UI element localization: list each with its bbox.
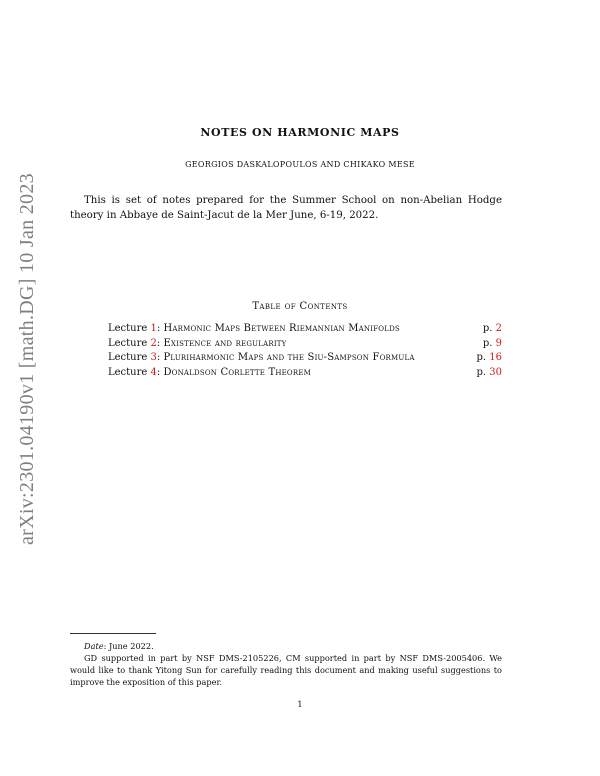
toc-lecture-title: Existence and regularity: [163, 337, 287, 349]
paper-authors: GEORGIOS DASKALOPOULOS AND CHIKAKO MESE: [185, 160, 415, 169]
abstract-text: This is set of notes prepared for the Summer School on non-Abelian Hodge theory in Abbaye de Saint-Jacut de la Mer June, 6-19, 2022.: [70, 195, 502, 221]
toc-lecture-prefix: Lecture: [108, 366, 151, 378]
footnote-date-label: Date: [84, 641, 104, 651]
toc-heading: Table of Contents: [252, 301, 348, 312]
toc-page-prefix: p.: [482, 323, 496, 334]
toc-page-link[interactable]: 30: [489, 366, 502, 378]
toc-lecture-number-link[interactable]: 2: [150, 337, 157, 349]
toc-page-link[interactable]: 9: [495, 337, 502, 349]
toc-separator: :: [156, 337, 164, 349]
footnotes: [70, 640, 502, 688]
toc-lecture-prefix: Lecture: [108, 337, 151, 349]
toc-entry-lecture-3: [108, 351, 502, 366]
footnote-date: [70, 640, 502, 652]
toc-entry-lecture-1: [108, 322, 502, 337]
toc-page-prefix: p.: [476, 366, 490, 378]
footnote-support: GD supported in part by NSF DMS-2105226, CM supported in part by NSF DMS-2005406. We would like to thank Yitong Sun for carefully reading this document and making useful suggestions to improve the exposition of this paper.: [70, 653, 502, 687]
toc-page-prefix: p.: [476, 352, 490, 363]
toc-separator: :: [156, 323, 164, 334]
toc-lecture-title: Harmonic Maps Between Riemannian Manifolds: [163, 323, 400, 334]
toc-lecture-title: Pluriharmonic Maps and the Siu-Sampson Formula: [163, 352, 415, 363]
toc-lecture-title: Donaldson Corlette Theorem: [163, 366, 312, 378]
toc-page-prefix: p.: [482, 337, 496, 349]
toc-lecture-number-link[interactable]: 1: [150, 323, 157, 334]
toc-separator: :: [156, 352, 164, 363]
toc-page-link[interactable]: 2: [495, 323, 502, 334]
toc-lecture-number-link[interactable]: 4: [150, 366, 157, 378]
toc-separator: :: [156, 366, 164, 378]
table-of-contents: [108, 322, 502, 380]
arxiv-sidebar-stamp: arXiv:2301.04190v1 [math.DG] 10 Jan 2023: [16, 173, 38, 545]
footnote-date-value: : June 2022.: [103, 641, 154, 651]
toc-lecture-number-link[interactable]: 3: [150, 352, 157, 363]
toc-entry-lecture-2: [108, 337, 502, 352]
paper-title: NOTES ON HARMONIC MAPS: [200, 126, 400, 139]
toc-lecture-prefix: Lecture: [108, 323, 151, 334]
footnote-divider: [70, 633, 156, 634]
toc-page-link[interactable]: 16: [489, 352, 502, 363]
toc-entry-lecture-4: [108, 366, 502, 381]
toc-lecture-prefix: Lecture: [108, 352, 151, 363]
page-number: 1: [297, 700, 303, 710]
